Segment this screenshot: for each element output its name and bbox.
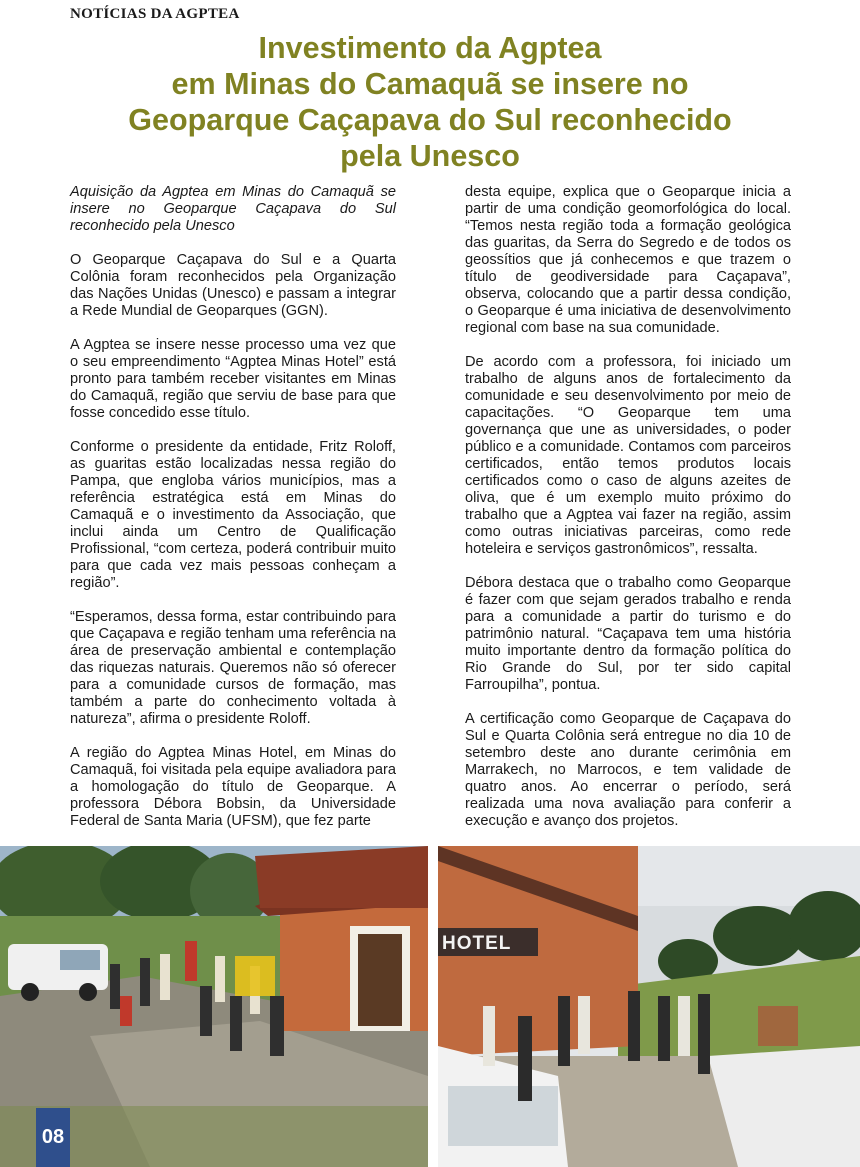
headline-line-4: pela Unesco — [340, 139, 520, 173]
article-paragraph: desta equipe, explica que o Geoparque inicia a partir de uma condição geomorfológica do local. “Temos nesta região toda a formação geológica das guaritas, da Serra do Segredo e de todos os geossítios que já conhecemos e que trazem o título de geodiversidade para Caçapava”, observa, colocando que a partir dessa condição, o Geoparque é uma iniciativa de desenvolvimento regional com base na sua comunidade. — [465, 184, 791, 336]
headline-line-2: em Minas do Camaquã se insere no — [171, 67, 689, 101]
article-column-left — [70, 184, 396, 829]
photo-hotel-entrance — [438, 846, 860, 1167]
headline-line-1: Investimento da Agptea — [258, 31, 602, 65]
article-paragraph: A Agptea se insere nesse processo uma vez que o seu empreendimento “Agptea Minas Hotel” está pronto para também receber visitantes em Minas do Camaquã, região que serviu de base para que fosse concedido esse título. — [70, 337, 396, 421]
article-paragraph: A certificação como Geoparque de Caçapava do Sul e Quarta Colônia será entregue no dia 10 de setembro deste ano durante cerimônia em Marrakech, no Marrocos, e tem validade de quatro anos. Ao encerrar o período, será realizada uma nova avaliação para conferir a execução e avanço dos projetos. — [465, 711, 791, 829]
article-paragraph: Conforme o presidente da entidade, Fritz Roloff, as guaritas estão localizadas nessa região do Pampa, que engloba vários municípios, mas a referência estratégica está em Minas do Camaquã e o investimento da Associação, que inclui ainda um Centro de Qualificação Profissional, “com certeza, poderá contribuir muito para que cada vez mais pessoas conheçam a região”. — [70, 439, 396, 591]
article-body — [70, 184, 791, 829]
headline-line-3: Geoparque Caçapava do Sul reconhecido — [128, 103, 732, 137]
article-lead: Aquisição da Agptea em Minas do Camaquã se insere no Geoparque Caçapava do Sul reconhecido pela Unesco — [70, 184, 396, 234]
article-paragraph: O Geoparque Caçapava do Sul e a Quarta Colônia foram reconhecidos pela Organização das Nações Unidas (Unesco) e passam a integrar a Rede Mundial de Geoparques (GGN). — [70, 252, 396, 319]
article-column-right — [465, 184, 791, 829]
article-paragraph: Débora destaca que o trabalho como Geoparque é fazer com que sejam gerados trabalho e renda para a comunidade a partir do turismo e do patrimônio natural. “Caçapava tem uma história muito importante dentro da formação política do Rio Grande do Sul, por ter sido capital Farroupilha”, pontua. — [465, 575, 791, 693]
page-number: 08 — [36, 1108, 70, 1167]
headline — [60, 30, 800, 174]
article-paragraph: De acordo com a professora, foi iniciado um trabalho de alguns anos de fortalecimento da comunidade e seu desenvolvimento por meio de capacitações. “O Geoparque tem uma governança que une as universidades, o poder público e a comunidade. Contamos com parceiros certificados, então temos produtos locais certificados como o caso de alguns azeites de oliva, que é um exemplo muito próximo do trabalho que a Agptea vai fazer na região, assim como outras iniciativas parceiras, como rede hoteleira e serviços gastronômicos”, ressalta. — [465, 354, 791, 557]
section-label: NOTÍCIAS DA AGPTEA — [70, 6, 240, 22]
article-paragraph: A região do Agptea Minas Hotel, em Minas do Camaquã, foi visitada pela equipe avaliadora para a homologação do título de Geoparque. A professora Débora Bobsin, da Universidade Federal de Santa Maria (UFSM), que fez parte — [70, 745, 396, 829]
hotel-sign: HOTEL — [442, 933, 512, 954]
article-paragraph: “Esperamos, dessa forma, estar contribuindo para que Caçapava e região tenham uma referência na área de preservação ambiental e contemplação das riquezas naturais. Queremos não só oferecer para a comunidade cursos de formação, mas também a parte do conhecimento voltada à natureza”, afirma o presidente Roloff. — [70, 609, 396, 727]
